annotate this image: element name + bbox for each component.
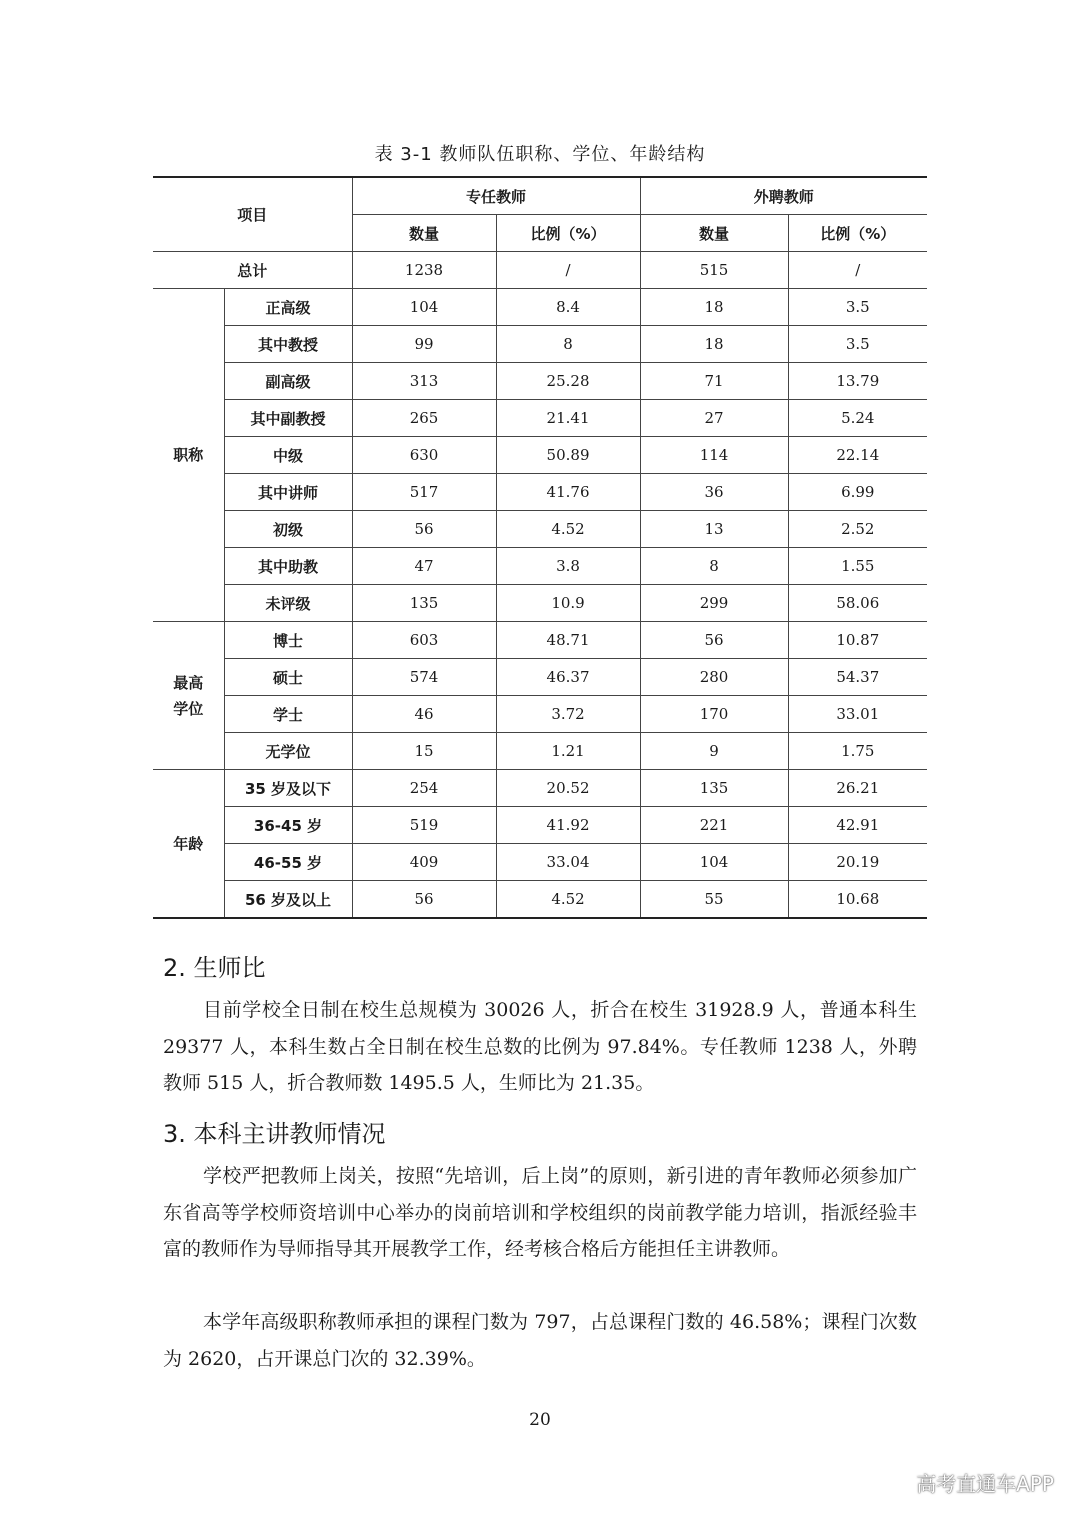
cell-external-ratio: 26.21 xyxy=(788,770,927,807)
total-fulltime-ratio: / xyxy=(496,252,640,289)
section-3-title: 3. 本科主讲教师情况 xyxy=(163,1120,386,1148)
row-label: 学士 xyxy=(224,696,352,733)
cell-fulltime-count: 265 xyxy=(352,400,496,437)
cell-external-ratio: 22.14 xyxy=(788,437,927,474)
header-external-ratio: 比例（%） xyxy=(788,215,927,252)
cell-external-ratio: 1.75 xyxy=(788,733,927,770)
cell-fulltime-ratio: 41.76 xyxy=(496,474,640,511)
cell-external-count: 56 xyxy=(640,622,788,659)
header-fulltime-ratio: 比例（%） xyxy=(496,215,640,252)
watermark-text: 高考直通车APP xyxy=(916,1472,1054,1496)
row-label: 初级 xyxy=(224,511,352,548)
row-label: 博士 xyxy=(224,622,352,659)
table-row xyxy=(153,548,927,585)
row-label: 中级 xyxy=(224,437,352,474)
cell-external-count: 27 xyxy=(640,400,788,437)
table-row xyxy=(153,400,927,437)
total-fulltime-count: 1238 xyxy=(352,252,496,289)
cell-fulltime-count: 603 xyxy=(352,622,496,659)
total-label: 总计 xyxy=(153,252,352,289)
cell-external-count: 13 xyxy=(640,511,788,548)
row-label: 无学位 xyxy=(224,733,352,770)
cell-external-ratio: 1.55 xyxy=(788,548,927,585)
table-row xyxy=(153,511,927,548)
cell-fulltime-count: 56 xyxy=(352,511,496,548)
total-external-count: 515 xyxy=(640,252,788,289)
cell-fulltime-ratio: 20.52 xyxy=(496,770,640,807)
cell-fulltime-ratio: 33.04 xyxy=(496,844,640,881)
row-label: 56 岁及以上 xyxy=(224,881,352,919)
row-label: 36-45 岁 xyxy=(224,807,352,844)
cell-fulltime-ratio: 25.28 xyxy=(496,363,640,400)
cell-external-ratio: 3.5 xyxy=(788,289,927,326)
cell-external-count: 9 xyxy=(640,733,788,770)
group-label: 职称 xyxy=(153,289,224,622)
header-item: 项目 xyxy=(153,177,352,252)
row-label: 46-55 岁 xyxy=(224,844,352,881)
header-fulltime-count: 数量 xyxy=(352,215,496,252)
cell-external-ratio: 33.01 xyxy=(788,696,927,733)
cell-fulltime-ratio: 50.89 xyxy=(496,437,640,474)
page-number: 20 xyxy=(529,1410,551,1430)
row-label: 其中副教授 xyxy=(224,400,352,437)
section-3-paragraph-1: 学校严把教师上岗关，按照“先培训，后上岗”的原则，新引进的青年教师必须参加广东省高等学校师资培训中心举办的岗前培训和学校组织的岗前教学能力培训，指派经验丰富的教师作为导师指导其开展教学工作，经考核合格后方能担任主讲教师。 xyxy=(163,1165,917,1260)
row-label: 硕士 xyxy=(224,659,352,696)
cell-fulltime-count: 15 xyxy=(352,733,496,770)
cell-fulltime-count: 519 xyxy=(352,807,496,844)
cell-external-ratio: 20.19 xyxy=(788,844,927,881)
cell-fulltime-ratio: 21.41 xyxy=(496,400,640,437)
total-external-ratio: / xyxy=(788,252,927,289)
cell-external-count: 299 xyxy=(640,585,788,622)
cell-fulltime-count: 46 xyxy=(352,696,496,733)
cell-external-count: 71 xyxy=(640,363,788,400)
table-row xyxy=(153,659,927,696)
cell-fulltime-ratio: 4.52 xyxy=(496,511,640,548)
header-fulltime: 专任教师 xyxy=(352,177,640,215)
table-row xyxy=(153,363,927,400)
section-2-title: 2. 生师比 xyxy=(163,954,266,982)
cell-external-count: 135 xyxy=(640,770,788,807)
cell-external-ratio: 10.87 xyxy=(788,622,927,659)
row-label: 其中教授 xyxy=(224,326,352,363)
table-row xyxy=(153,474,927,511)
table-row xyxy=(153,437,927,474)
table-row-total xyxy=(153,252,927,289)
cell-fulltime-count: 254 xyxy=(352,770,496,807)
row-label: 其中讲师 xyxy=(224,474,352,511)
cell-external-ratio: 58.06 xyxy=(788,585,927,622)
cell-fulltime-ratio: 46.37 xyxy=(496,659,640,696)
cell-external-count: 114 xyxy=(640,437,788,474)
table-row xyxy=(153,844,927,881)
section-3-paragraph-2: 本学年高级职称教师承担的课程门数为 797，占总课程门数的 46.58%；课程门次数为 2620，占开课总门次的 32.39%。 xyxy=(163,1311,917,1370)
cell-fulltime-count: 99 xyxy=(352,326,496,363)
cell-external-count: 221 xyxy=(640,807,788,844)
header-external: 外聘教师 xyxy=(640,177,927,215)
row-label: 未评级 xyxy=(224,585,352,622)
table-row xyxy=(153,696,927,733)
cell-external-count: 18 xyxy=(640,289,788,326)
cell-fulltime-ratio: 3.8 xyxy=(496,548,640,585)
cell-external-ratio: 54.37 xyxy=(788,659,927,696)
cell-fulltime-count: 313 xyxy=(352,363,496,400)
teacher-structure-table xyxy=(153,176,927,919)
cell-fulltime-ratio: 48.71 xyxy=(496,622,640,659)
cell-external-count: 55 xyxy=(640,881,788,919)
cell-fulltime-count: 47 xyxy=(352,548,496,585)
group-label: 年龄 xyxy=(153,770,224,919)
row-label: 副高级 xyxy=(224,363,352,400)
cell-fulltime-count: 517 xyxy=(352,474,496,511)
table-caption: 表 3-1 教师队伍职称、学位、年龄结构 xyxy=(374,144,706,165)
table-row xyxy=(153,807,927,844)
table-row xyxy=(153,289,927,326)
cell-fulltime-count: 409 xyxy=(352,844,496,881)
table-row xyxy=(153,622,927,659)
cell-fulltime-ratio: 3.72 xyxy=(496,696,640,733)
row-label: 35 岁及以下 xyxy=(224,770,352,807)
cell-fulltime-count: 135 xyxy=(352,585,496,622)
cell-external-count: 8 xyxy=(640,548,788,585)
cell-fulltime-ratio: 1.21 xyxy=(496,733,640,770)
table-row xyxy=(153,585,927,622)
cell-external-ratio: 2.52 xyxy=(788,511,927,548)
cell-external-count: 104 xyxy=(640,844,788,881)
cell-fulltime-count: 104 xyxy=(352,289,496,326)
cell-fulltime-count: 56 xyxy=(352,881,496,919)
cell-external-ratio: 6.99 xyxy=(788,474,927,511)
cell-fulltime-ratio: 8.4 xyxy=(496,289,640,326)
row-label: 正高级 xyxy=(224,289,352,326)
cell-external-ratio: 42.91 xyxy=(788,807,927,844)
table-row xyxy=(153,881,927,919)
cell-fulltime-ratio: 8 xyxy=(496,326,640,363)
table-row xyxy=(153,733,927,770)
group-label: 最高 学位 xyxy=(153,622,224,770)
cell-fulltime-count: 630 xyxy=(352,437,496,474)
cell-external-count: 36 xyxy=(640,474,788,511)
cell-external-count: 18 xyxy=(640,326,788,363)
cell-external-ratio: 5.24 xyxy=(788,400,927,437)
cell-external-ratio: 3.5 xyxy=(788,326,927,363)
cell-external-count: 280 xyxy=(640,659,788,696)
cell-fulltime-ratio: 10.9 xyxy=(496,585,640,622)
table-row xyxy=(153,770,927,807)
table-row xyxy=(153,326,927,363)
section-2-paragraph: 目前学校全日制在校生总规模为 30026 人，折合在校生 31928.9 人，普通本科生 29377 人，本科生数占全日制在校生总数的比例为 97.84%。专任教师 1238 人，外聘教师 515 人，折合教师数 1495.5 人，生师比为 21.35。 xyxy=(163,999,917,1094)
cell-external-ratio: 13.79 xyxy=(788,363,927,400)
cell-external-ratio: 10.68 xyxy=(788,881,927,919)
cell-fulltime-ratio: 4.52 xyxy=(496,881,640,919)
cell-external-count: 170 xyxy=(640,696,788,733)
cell-fulltime-ratio: 41.92 xyxy=(496,807,640,844)
row-label: 其中助教 xyxy=(224,548,352,585)
header-external-count: 数量 xyxy=(640,215,788,252)
cell-fulltime-count: 574 xyxy=(352,659,496,696)
